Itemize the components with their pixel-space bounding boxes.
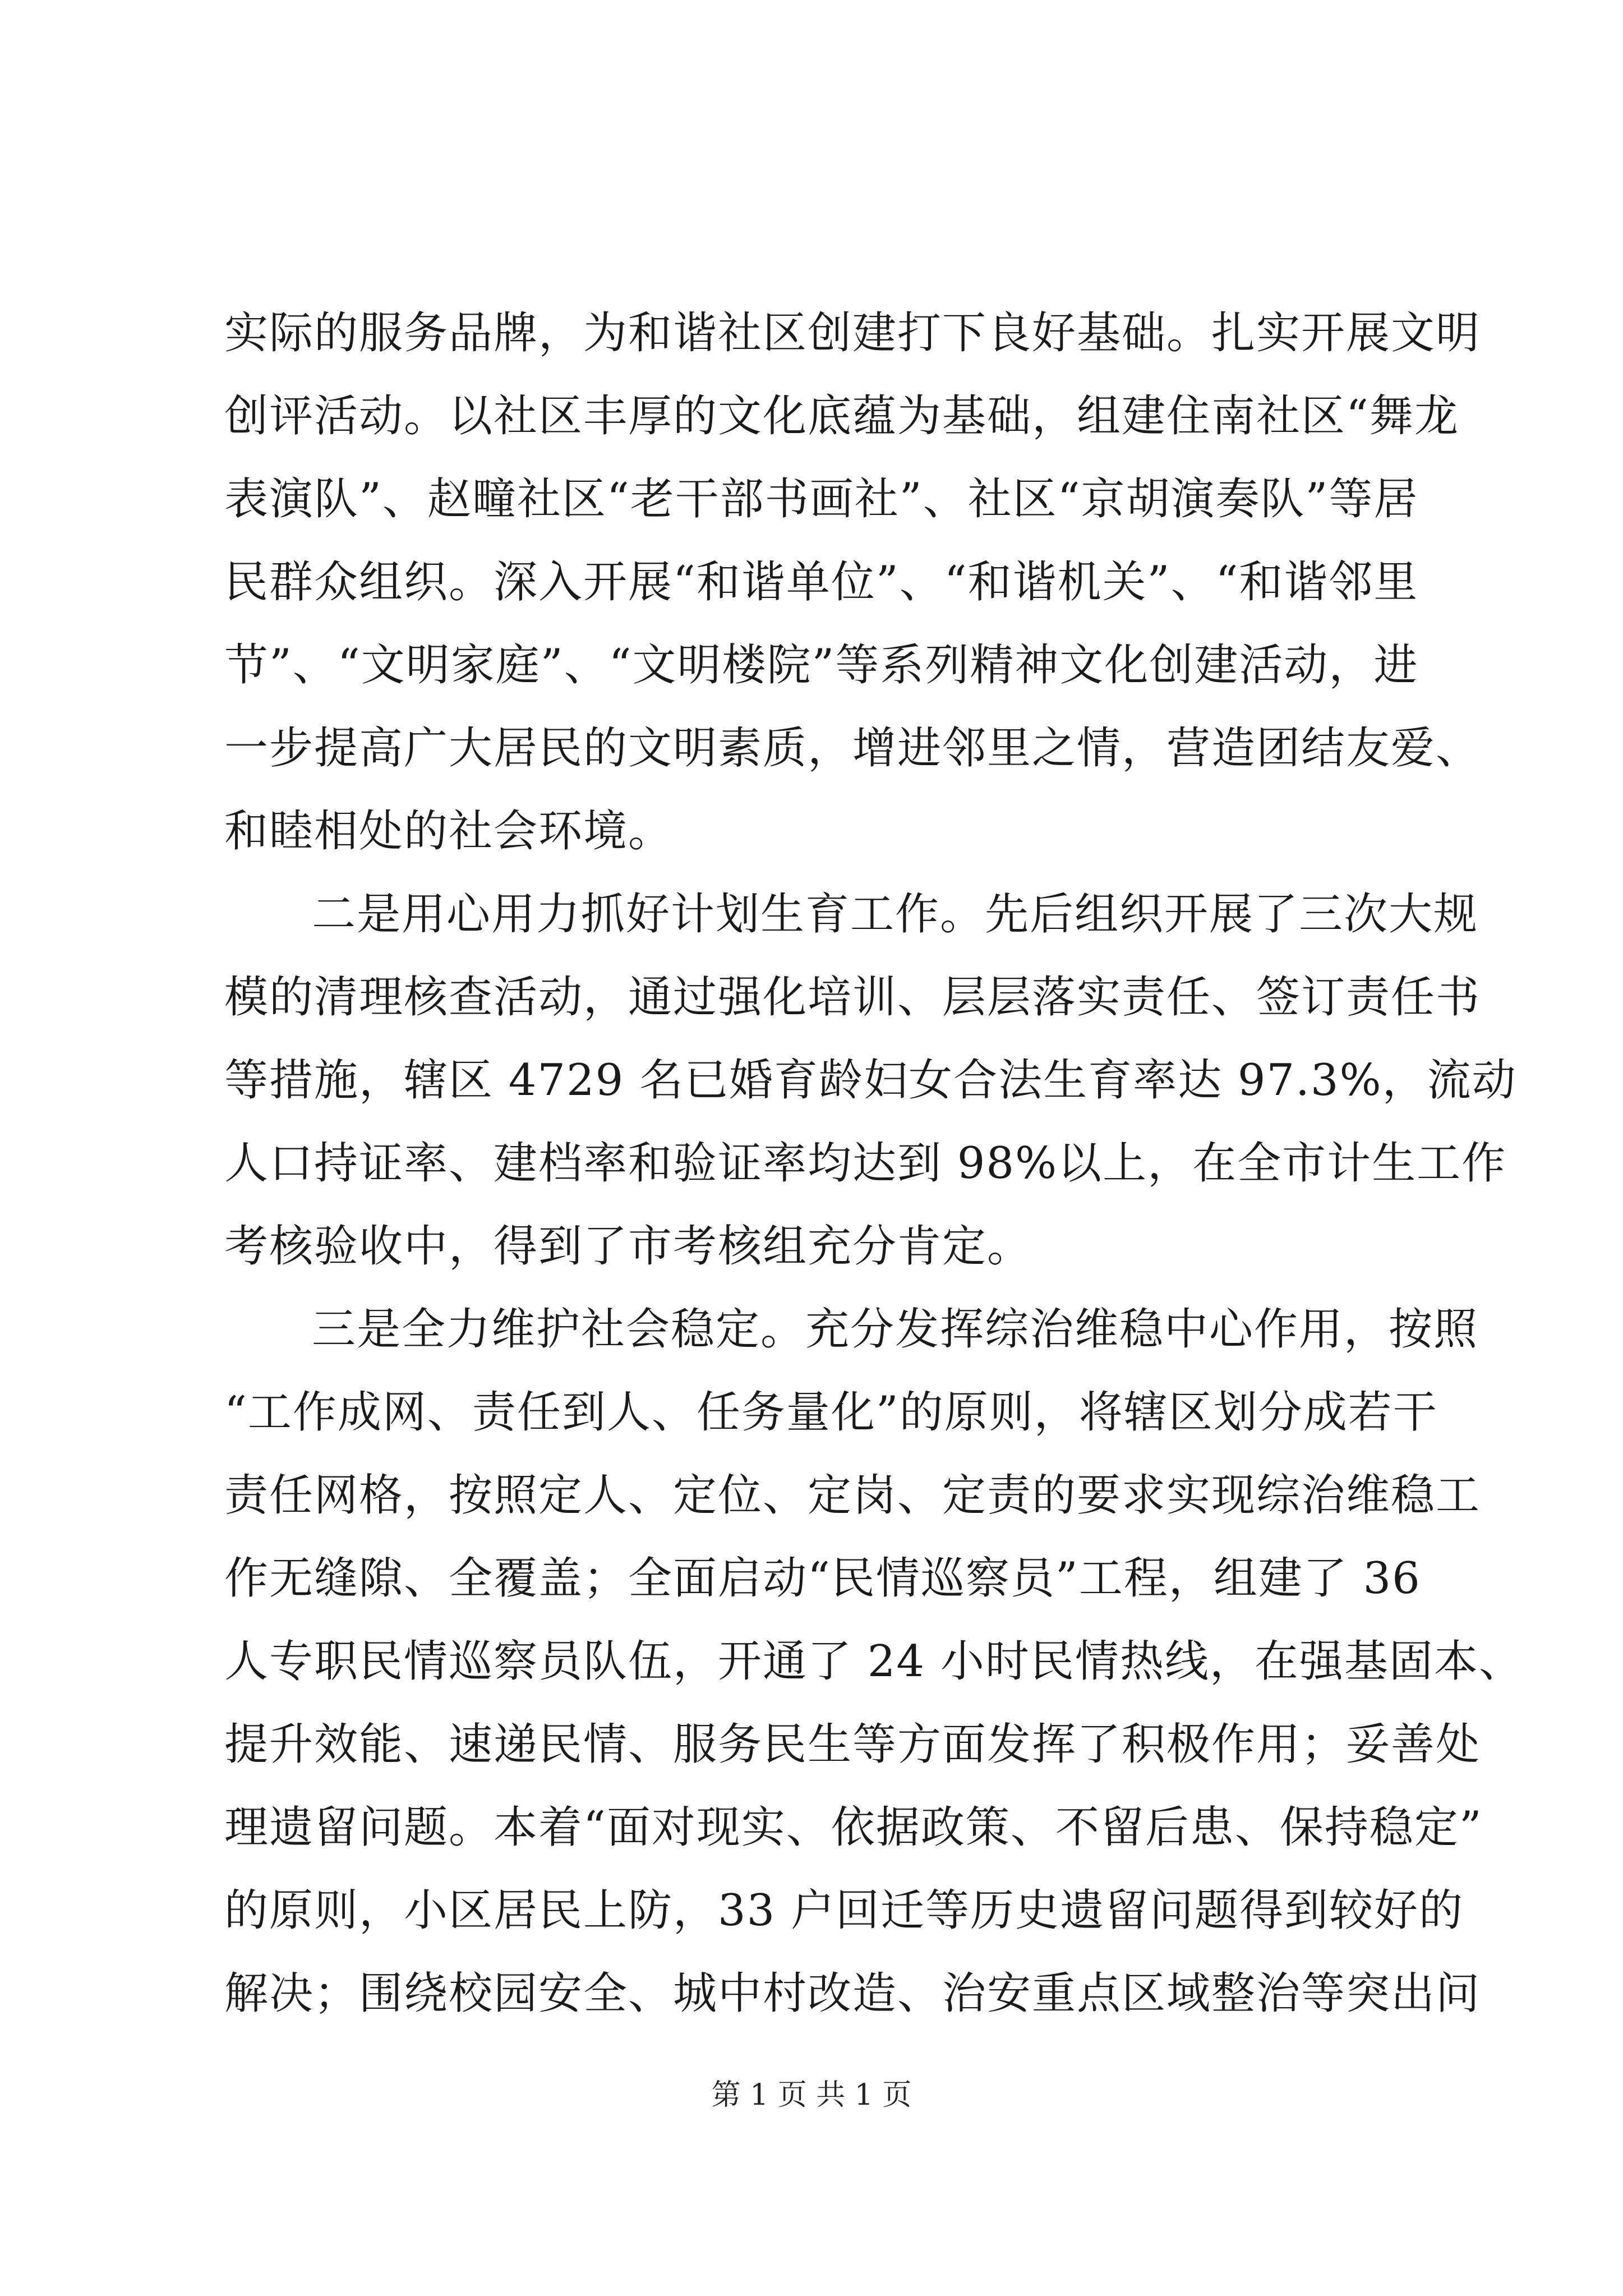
text-line: 民群众组织。深入开展“和谐单位”、“和谐机关”、“和谐邻里 <box>224 557 1419 608</box>
text-line: 提升效能、速递民情、服务民生等方面发挥了积极作用；妥善处 <box>224 1719 1481 1770</box>
text-line: 表演队”、赵疃社区“老干部书画社”、社区“京胡演奏队”等居 <box>224 474 1419 524</box>
text-line: “工作成网、责任到人、任务量化”的原则，将辖区划分成若干 <box>224 1387 1438 1438</box>
page-footer <box>0 2076 1623 2115</box>
body-text <box>224 292 1524 2035</box>
text-line: 理遗留问题。本着“面对现实、依据政策、不留后患、保持稳定” <box>224 1802 1483 1853</box>
text-line: 模的清理核查活动，通过强化培训、层层落实责任、签订责任书 <box>224 972 1481 1023</box>
text-line: 一步提高广大居民的文明素质，增进邻里之情，营造团结友爱、 <box>224 723 1481 774</box>
text-line: 人口持证率、建档率和验证率均达到 98%以上，在全市计生工作 <box>224 1138 1507 1189</box>
text-line: 解决；围绕校园安全、城中村改造、治安重点区域整治等突出问 <box>224 1968 1481 2019</box>
text-line: 实际的服务品牌，为和谐社区创建打下良好基础。扎实开展文明 <box>224 308 1481 358</box>
text-line: 人专职民情巡察员队伍，开通了 24 小时民情热线，在强基固本、 <box>224 1636 1524 1687</box>
text-line: 考核验收中，得到了市考核组充分肯定。 <box>224 1221 1032 1272</box>
page-number-label: 第 1 页 共 1 页 <box>711 2078 912 2112</box>
text-line: 作无缝隙、全覆盖；全面启动“民情巡察员”工程，组建了 36 <box>224 1553 1421 1604</box>
text-line: 的原则，小区居民上防，33 户回迁等历史遗留问题得到较好的 <box>224 1885 1464 1936</box>
text-line: 和睦相处的社会环境。 <box>224 806 674 857</box>
text-line: 责任网格，按照定人、定位、定岗、定责的要求实现综治维稳工 <box>224 1470 1481 1521</box>
text-line: 等措施，辖区 4729 名已婚育龄妇女合法生育率达 97.3%，流动 <box>224 1055 1517 1106</box>
paragraph-first-line: 三是全力维护社会稳定。充分发挥综治维稳中心作用，按照 <box>312 1304 1479 1355</box>
paragraph-first-line: 二是用心用力抓好计划生育工作。先后组织开展了三次大规 <box>312 889 1479 940</box>
text-line: 节”、“文明家庭”、“文明楼院”等系列精神文化创建活动，进 <box>224 640 1419 691</box>
text-line: 创评活动。以社区丰厚的文化底蕴为基础，组建住南社区“舞龙 <box>224 391 1459 441</box>
